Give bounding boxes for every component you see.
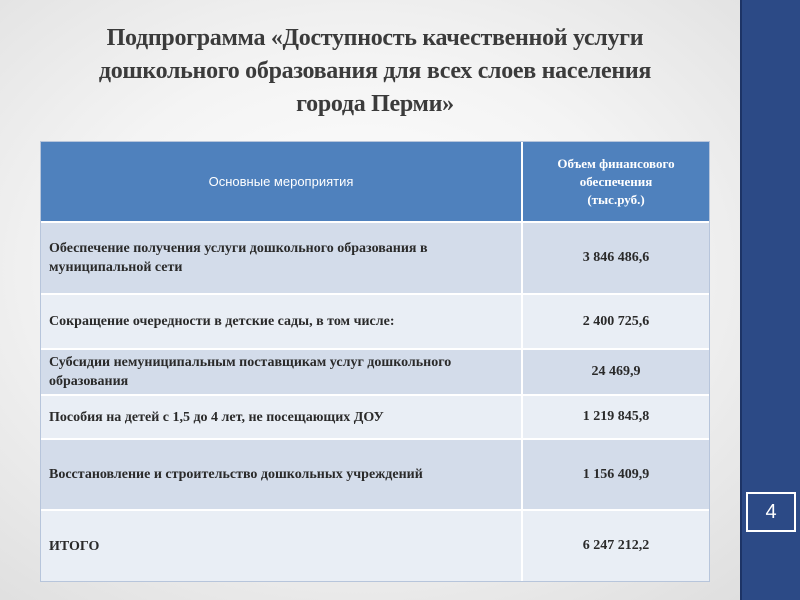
title-line-2: дошкольного образования для всех слоев населения: [98, 58, 652, 84]
row-value: 24 469,9: [523, 350, 709, 394]
row-value: 2 400 725,6: [523, 295, 709, 348]
funding-table: [40, 141, 710, 582]
row-label: Пособия на детей с 1,5 до 4 лет, не посещающих ДОУ: [41, 396, 523, 438]
row-label: ИТОГО: [41, 511, 523, 581]
row-label: Сокращение очередности в детские сады, в том числе:: [41, 295, 523, 348]
row-value: 1 156 409,9: [523, 440, 709, 509]
table-row: [41, 221, 709, 293]
header-funding-line-2: обеспечения: [579, 173, 653, 189]
table-header-row: [41, 142, 709, 221]
row-label: Обеспечение получения услуги дошкольного образования в муниципальной сети: [41, 223, 523, 293]
table-row-total: [41, 509, 709, 581]
row-value: 6 247 212,2: [523, 511, 709, 581]
slide-number: 4: [746, 492, 796, 532]
header-funding-line-1: Объем финансового: [557, 155, 675, 171]
row-value: 1 219 845,8: [523, 396, 709, 438]
row-label: Восстановление и строительство дошкольных учреждений: [41, 440, 523, 509]
table-row: [41, 394, 709, 438]
row-value: 3 846 486,6: [523, 223, 709, 293]
title-line-3: города Перми»: [296, 91, 454, 117]
table-row: [41, 438, 709, 509]
header-activities: Основные мероприятия: [41, 142, 523, 221]
row-label: Субсидии немуниципальным поставщикам услуг дошкольного образования: [41, 350, 523, 394]
table-row: [41, 293, 709, 348]
title-line-1: Подпрограмма «Доступность качественной услуги: [106, 25, 644, 51]
header-funding: [523, 142, 709, 221]
table-row: [41, 348, 709, 394]
slide-title: [40, 22, 710, 121]
header-funding-line-3: (тыс.руб.): [587, 191, 645, 207]
